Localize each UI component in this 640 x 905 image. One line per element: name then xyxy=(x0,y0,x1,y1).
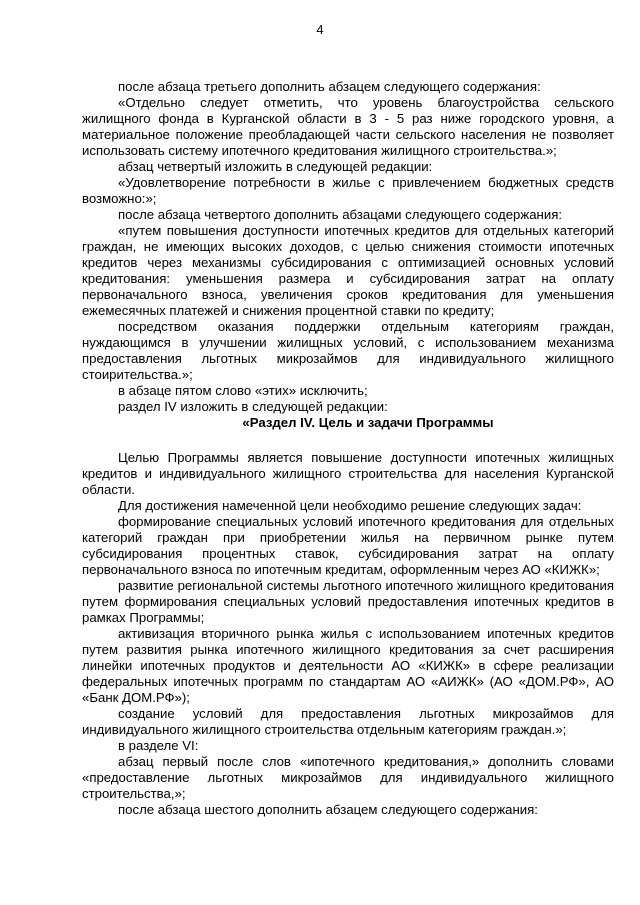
paragraph: Для достижения намеченной цели необходимо решение следующих задач: xyxy=(118,498,582,513)
paragraph: посредством оказания поддержки отдельным категориям граждан, нуждающимся в улучшении жилищных условий, с использованием механизма предоставления льготных микрозаймов для индивидуального жилищного стоирительства.»; xyxy=(82,319,614,382)
paragraph: формирование специальных условий ипотечного кредитования для отдельных категорий граждан при приобретении жилья на первичном рынке путем субсидирования процентных ставок, субсидирования затрат на оплату первоначального взноса по ипотечным кредитам, оформленным через АО «КИЖК»; xyxy=(82,514,614,577)
paragraph: после абзаца четвертого дополнить абзацами следующего содержания: xyxy=(118,207,562,222)
paragraph: раздел IV изложить в следующей редакции: xyxy=(118,399,388,414)
paragraph: создание условий для предоставления льготных микрозаймов для индивидуального жилищного строительства отдельным категориям граждан.»; xyxy=(82,706,614,737)
paragraph: «путем повышения доступности ипотечных кредитов для отдельных категорий граждан, не имеющих высоких доходов, с целью снижения стоимости ипотечных кредитов через механизмы субсидирования с оптимизацией основных условий кредитования: уменьшения размера и субсидирования затрат на оплату первоначального взноса, увеличения сроков кредитования для уменьшения ежемесячных платежей и снижения процентной ставки по кредиту; xyxy=(82,223,614,318)
paragraph: «Удовлетворение потребности в жилье с привлечением бюджетных средств возможно:»; xyxy=(82,175,614,206)
paragraph: абзац первый после слов «ипотечного кредитования,» дополнить словами «предоставление льготных микрозаймов для индивидуального жилищного строительства,»; xyxy=(82,754,614,801)
document-body xyxy=(82,79,614,818)
paragraph: абзац четвертый изложить в следующей редакции: xyxy=(118,159,433,174)
spacer xyxy=(82,431,614,450)
paragraph: развитие региональной системы льготного ипотечного жилищного кредитования путем формирования специальных условий предоставления ипотечных кредитов в рамках Программы; xyxy=(82,578,614,625)
paragraph: после абзаца шестого дополнить абзацем следующего содержания: xyxy=(118,802,538,817)
paragraph: активизация вторичного рынка жилья с использованием ипотечных кредитов путем развития рынка ипотечного жилищного кредитования за счет расширения линейки ипотечных продуктов и деятельности АО «КИЖК» в сфере реализации федеральных ипотечных программ по стандартам АО «АИЖК» (АО «ДОМ.РФ», АО «Банк ДОМ.РФ»); xyxy=(82,626,614,705)
paragraph: Целью Программы является повышение доступности ипотечных жилищных кредитов и индивидуального жилищного строительства для населения Курганской области. xyxy=(82,450,614,497)
paragraph: «Отдельно следует отметить, что уровень благоустройства сельского жилищного фонда в Курганской области в 3 - 5 раз ниже городского уровня, а материальное положение преобладающей части сельского населения не позволяет использовать систему ипотечного кредитования жилищного строительства.»; xyxy=(82,95,614,158)
section-heading: «Раздел IV. Цель и задачи Программы xyxy=(242,415,494,430)
paragraph: в разделе VI: xyxy=(118,738,199,753)
page-number: 4 xyxy=(316,22,324,37)
paragraph: в абзаце пятом слово «этих» исключить; xyxy=(118,383,368,398)
paragraph: после абзаца третьего дополнить абзацем следующего содержания: xyxy=(118,79,541,94)
